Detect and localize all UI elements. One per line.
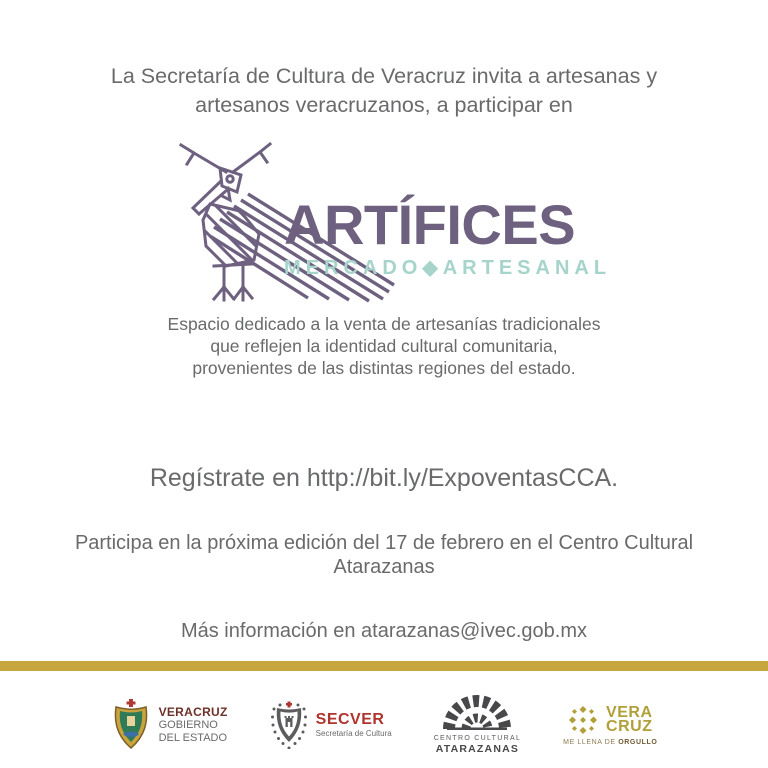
logo-secver xyxy=(270,701,392,749)
secver-title: SECVER xyxy=(315,711,385,728)
veracruz-coat-of-arms-icon xyxy=(111,698,151,752)
veracruz-rosette-icon xyxy=(568,705,598,735)
gobierno-line2: GOBIERNO xyxy=(158,719,218,731)
orgullo-line1: VERA xyxy=(606,703,653,721)
logo-wordmark xyxy=(284,193,612,279)
gobierno-title: VERACRUZ xyxy=(158,705,228,719)
logo-atarazanas xyxy=(434,695,521,755)
description-line-3: provenientes de las distintas regiones del estado. xyxy=(192,358,576,378)
intro-text xyxy=(0,62,768,120)
orgullo-line2: CRUZ xyxy=(606,717,653,735)
description-text xyxy=(0,313,768,379)
artifices-logo xyxy=(166,142,612,304)
participate-text xyxy=(0,531,768,579)
logo-subtitle: MERCADO◆ARTESANAL xyxy=(284,257,612,279)
atarazanas-line2: ATARAZANAS xyxy=(435,743,520,755)
secver-subtitle: Secretaría de Cultura xyxy=(315,729,392,738)
intro-line-1: La Secretaría de Cultura de Veracruz invita a artesanas y xyxy=(110,64,658,88)
gobierno-line3: DEL ESTADO xyxy=(158,732,228,744)
orgullo-tagline xyxy=(563,739,657,746)
logo-veracruz-orgullo xyxy=(563,705,657,746)
gold-divider-bar xyxy=(0,661,768,671)
description-line-1: Espacio dedicado a la venta de artesanías tradicionales xyxy=(167,314,601,334)
orgullo-tagline-normal: ME LLENA DE xyxy=(563,738,619,746)
atarazanas-arch-icon xyxy=(442,695,512,731)
logo-title: ARTÍFICES xyxy=(284,193,576,256)
logo-veracruz-gobierno xyxy=(111,698,228,752)
orgullo-top-row xyxy=(568,705,652,735)
register-text: Regístrate en http://bit.ly/ExpoventasCCA. xyxy=(149,464,619,492)
more-info-text: Más información en atarazanas@ivec.gob.mx xyxy=(180,620,588,642)
atarazanas-line1: CENTRO CULTURAL xyxy=(433,735,522,742)
description-line-2: que reflejen la identidad cultural comunitaria, xyxy=(210,336,558,356)
participate-line-1: Participa en la próxima edición del 17 de febrero en el Centro Cultural xyxy=(74,532,694,554)
intro-line-2: artesanos veracruzanos, a participar en xyxy=(195,93,573,117)
participate-line-2: Atarazanas xyxy=(333,556,435,578)
footer-logos xyxy=(0,692,768,758)
orgullo-tagline-bold: ORGULLO xyxy=(618,738,658,746)
secver-shield-icon xyxy=(270,701,308,749)
